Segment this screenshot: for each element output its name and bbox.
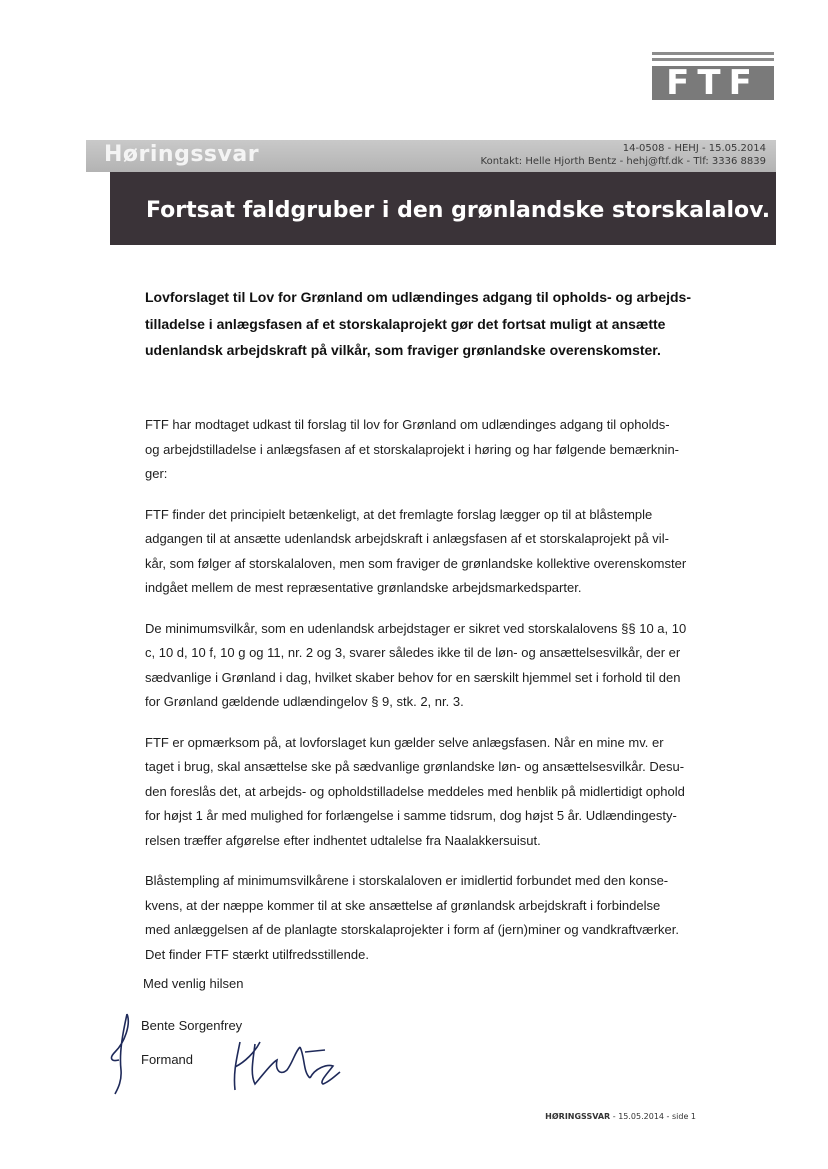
logo-stripe bbox=[652, 58, 774, 61]
paragraph bbox=[145, 617, 705, 715]
body-text bbox=[145, 413, 705, 983]
footer-info: - 15.05.2014 - side 1 bbox=[612, 1112, 696, 1121]
text-line: ger: bbox=[145, 466, 168, 481]
header-meta bbox=[481, 142, 766, 168]
ftf-logo bbox=[652, 52, 774, 103]
text-line: med anlæggelsen af de planlagte storskalaprojekter i form af (jern)miner og vandkraftværker. bbox=[145, 922, 679, 937]
text-line: for Grønland gældende udlændingelov § 9, stk. 2, nr. 3. bbox=[145, 694, 464, 709]
text-line: taget i brug, skal ansættelse ske på sædvanlige grønlandske løn- og ansættelsesvilkår. Desu- bbox=[145, 759, 685, 774]
signer-role: Formand bbox=[141, 1052, 194, 1067]
text-line: c, 10 d, 10 f, 10 g og 11, nr. 2 og 3, svarer således ikke til de løn- og ansættelsesvilkår, der er bbox=[145, 645, 681, 660]
text-line: FTF er opmærksom på, at lovforslaget kun gælder selve anlægsfasen. Når en mine mv. er bbox=[145, 734, 664, 750]
paragraph bbox=[145, 503, 705, 601]
text-line: for højst 1 år med mulighed for forlængelse i samme tidsrum, dog højst 5 år. Udlændingesty- bbox=[145, 808, 677, 823]
text-line: kår, som følger af storskalaloven, men som fraviger de grønlandske kollektive overenskomster bbox=[145, 555, 687, 571]
page-footer bbox=[545, 1112, 696, 1121]
title-bar bbox=[110, 172, 776, 245]
text-line: indgået mellem de mest repræsentative grønlandske arbejdsmarkedsparter. bbox=[145, 580, 582, 595]
text-line: kvens, at der næppe kommer til at ske ansættelse af grønlandsk arbejdskraft i forbindelse bbox=[145, 897, 661, 913]
logo-stripe bbox=[652, 52, 774, 55]
paragraph bbox=[145, 413, 705, 487]
text-line: FTF finder det principielt betænkeligt, at det fremlagte forslag lægger op til at blåstemple bbox=[145, 506, 653, 522]
section-label: Høringssvar bbox=[104, 142, 260, 167]
text-line: relsen træffer afgørelse efter indhentet udtalelse fra Naalakkersuisut. bbox=[145, 832, 541, 848]
text-line: Det finder FTF stærkt utilfredsstillende. bbox=[145, 946, 369, 962]
footer-label: HØRINGSSVAR bbox=[545, 1112, 611, 1121]
lead-line: Lovforslaget til Lov for Grønland om udlændinges adgang til opholds- og arbejds- bbox=[145, 289, 692, 305]
contact-line: Kontakt: Helle Hjorth Bentz - hehj@ftf.dk - Tlf: 3336 8839 bbox=[480, 156, 766, 167]
text-line: FTF har modtaget udkast til forslag til lov for Grønland om udlændinges adgang til opholds- bbox=[145, 417, 670, 432]
document-title: Fortsat faldgruber i den grønlandske storskalalov. bbox=[146, 198, 771, 223]
lead-line: tilladelse i anlægsfasen af et storskalaprojekt gør det fortsat muligt at ansætte bbox=[145, 315, 666, 332]
text-line: den foreslås det, at arbejds- og opholdstilladelse meddeles med henblik på midlertidigt ophold bbox=[145, 783, 685, 799]
lead-paragraph bbox=[145, 284, 725, 364]
logo-text: FTF bbox=[652, 66, 774, 100]
text-line: sædvanlige i Grønland i dag, hvilket skaber behov for en særskilt hjemmel set i forhold til den bbox=[145, 669, 681, 685]
paragraph bbox=[145, 731, 705, 854]
lead-line: udenlandsk arbejdskraft på vilkår, som fraviger grønlandske overenskomster. bbox=[145, 342, 661, 358]
reference-line: 14-0508 - HEHJ - 15.05.2014 bbox=[622, 143, 766, 154]
text-line: Blåstempling af minimumsvilkårene i storskalaloven er imidlertid forbundet med den konse- bbox=[145, 873, 669, 888]
paragraph bbox=[145, 869, 705, 967]
header-band bbox=[86, 140, 776, 172]
text-line: og arbejdstilladelse i anlægsfasen af et storskalaprojekt i høring og har følgende bemærknin- bbox=[145, 441, 680, 457]
signer-name: Bente Sorgenfrey bbox=[141, 1018, 243, 1033]
text-line: adgangen til at ansætte udenlandsk arbejdskraft i anlægsfasen af et storskalaprojekt på vil- bbox=[145, 531, 669, 546]
greeting: Med venlig hilsen bbox=[143, 976, 244, 991]
text-line: De minimumsvilkår, som en udenlandsk arbejdstager er sikret ved storskalalovens §§ 10 a, 10 bbox=[145, 620, 687, 636]
